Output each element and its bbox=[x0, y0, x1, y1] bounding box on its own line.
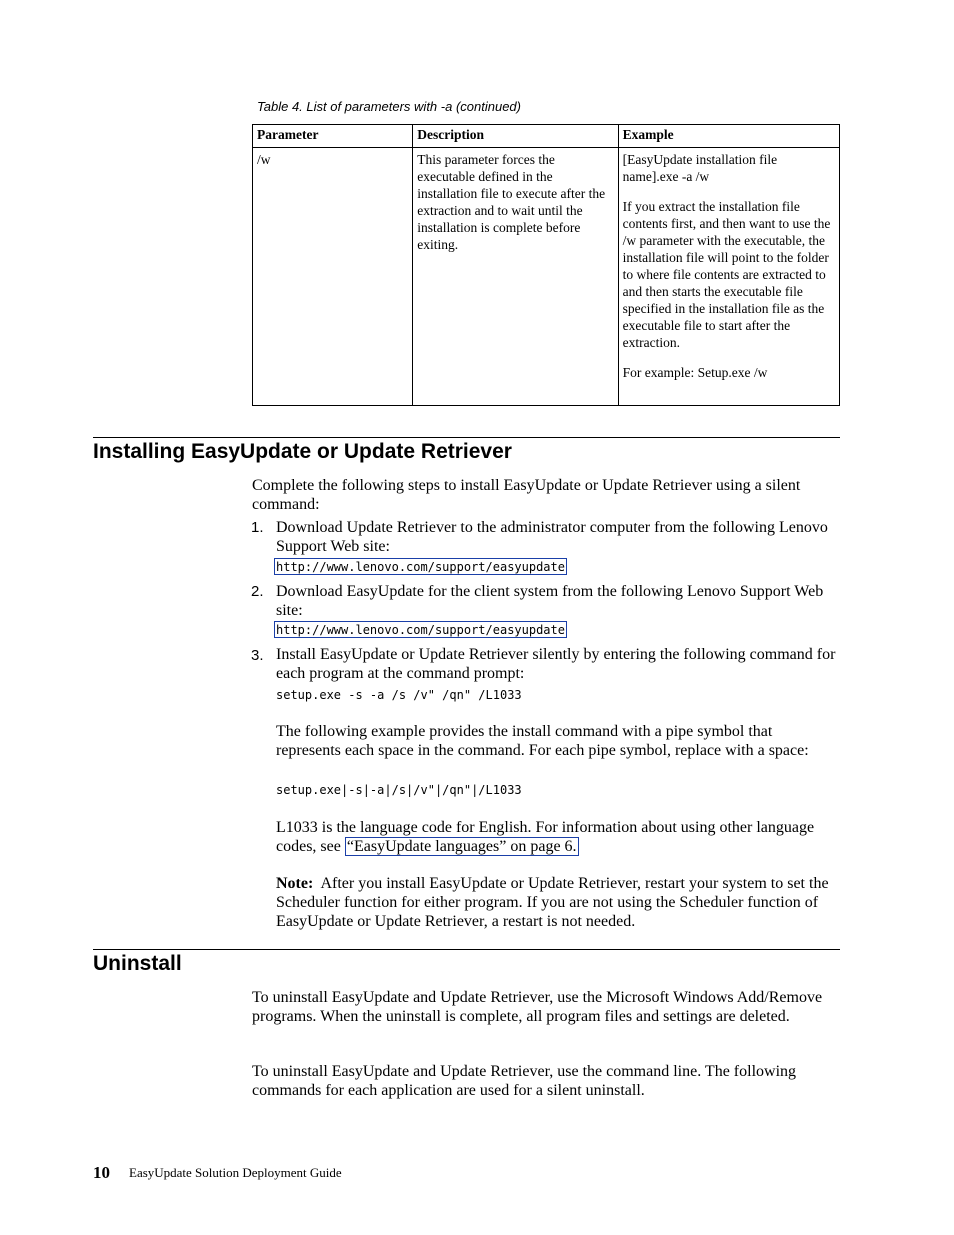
example-line: If you extract the installation file contents first, and then want to use the /w parameter with the executable, the installation file will point to the folder to where file contents are extracted to and then starts the executable file specified in the installation file as the executable file to start after the extraction. bbox=[622, 199, 831, 350]
step-number: 2. bbox=[251, 583, 264, 600]
pipe-intro: The following example provides the install command with a pipe symbol that represents each space in the command. For each pipe symbol, replace with a space: bbox=[276, 723, 809, 759]
column-header-description: Description bbox=[413, 125, 618, 148]
language-note-text: L1033 is the language code for English. For information about using other language codes, see bbox=[276, 819, 815, 855]
parameters-table bbox=[252, 124, 840, 406]
step-text: Download Update Retriever to the administrator computer from the following Lenovo Support Web site: bbox=[276, 519, 828, 555]
languages-link[interactable]: “EasyUpdate languages” on page 6. bbox=[346, 838, 577, 855]
support-link-text[interactable]: http://www.lenovo.com/support/easyupdate bbox=[276, 560, 565, 574]
install-intro: Complete the following steps to install EasyUpdate or Update Retriever using a silent command: bbox=[252, 477, 801, 513]
uninstall-para-2: To uninstall EasyUpdate and Update Retriever, use the command line. The following commands for each application are used for a silent uninstall. bbox=[252, 1063, 797, 1099]
support-link-2[interactable] bbox=[274, 623, 567, 637]
table-row bbox=[253, 148, 840, 406]
language-note bbox=[276, 818, 838, 856]
note-text: After you install EasyUpdate or Update Retriever, restart your system to set the Scheduler function for either program. If you are not using the Scheduler function of EasyUpdate or Update Retriever, a restart is not needed. bbox=[276, 875, 829, 930]
note-paragraph bbox=[276, 874, 838, 931]
page-number: 10 bbox=[93, 1163, 110, 1182]
example-line: For example: Setup.exe /w bbox=[622, 365, 768, 380]
note-label: Note: bbox=[276, 875, 314, 892]
column-header-example: Example bbox=[618, 125, 839, 148]
step-text: Install EasyUpdate or Update Retriever silently by entering the following command for each program at the command prompt: bbox=[276, 646, 836, 682]
uninstall-para-1: To uninstall EasyUpdate and Update Retriever, use the Microsoft Windows Add/Remove programs. When the uninstall is complete, all program files and settings are deleted. bbox=[252, 989, 823, 1025]
cell-example bbox=[618, 148, 839, 406]
cell-parameter: /w bbox=[253, 148, 413, 406]
table-header-row bbox=[253, 125, 840, 148]
cell-description: This parameter forces the executable defined in the installation file to execute after the extraction and to wait until the installation is complete before exiting. bbox=[413, 148, 618, 406]
step-number: 1. bbox=[251, 519, 264, 536]
section-title-install: Installing EasyUpdate or Update Retriever bbox=[93, 440, 512, 463]
section-title-uninstall: Uninstall bbox=[93, 952, 182, 975]
support-link-1[interactable] bbox=[274, 560, 567, 574]
example-line: [EasyUpdate installation file name].exe -a /w bbox=[622, 152, 778, 184]
footer-title: EasyUpdate Solution Deployment Guide bbox=[129, 1165, 342, 1180]
step-text: Download EasyUpdate for the client system from the following Lenovo Support Web site: bbox=[276, 583, 824, 619]
pipe-command: setup.exe|-s|-a|/s|/v"|/qn"|/L1033 bbox=[276, 783, 522, 797]
support-link-text[interactable]: http://www.lenovo.com/support/easyupdate bbox=[276, 623, 565, 637]
column-header-parameter: Parameter bbox=[253, 125, 413, 148]
section-divider bbox=[93, 949, 840, 950]
step-number: 3. bbox=[251, 647, 264, 664]
section-divider bbox=[93, 437, 840, 438]
install-command: setup.exe -s -a /s /v" /qn" /L1033 bbox=[276, 688, 522, 702]
table-caption: Table 4. List of parameters with -a (continued) bbox=[257, 99, 521, 114]
